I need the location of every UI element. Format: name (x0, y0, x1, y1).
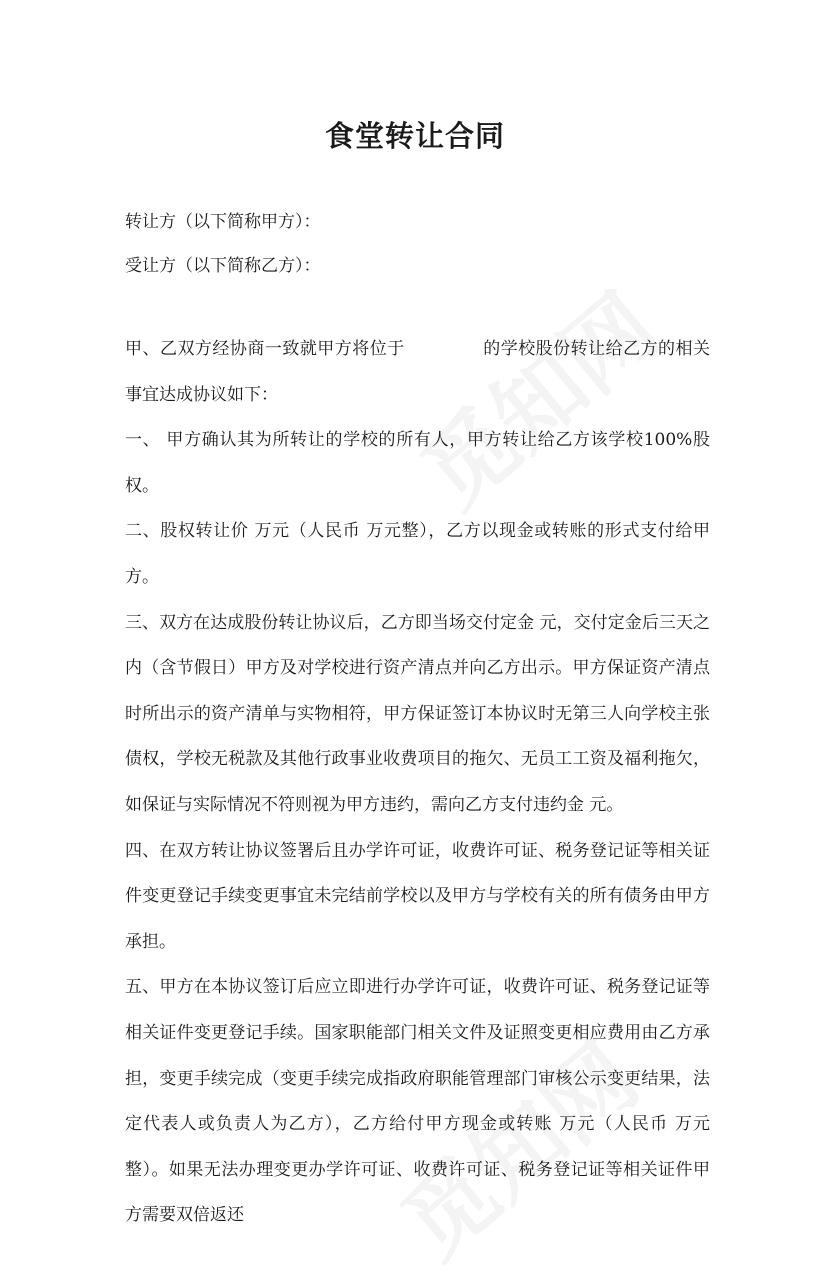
clause-1: 一、 甲方确认其为所转让的学校的所有人，甲方转让给乙方该学校100%股权。 (125, 430, 710, 496)
party-a-line: 转让方（以下简称甲方）： (125, 212, 321, 232)
intro-text-before: 甲、乙双方经协商一致就甲方将位于 (125, 339, 405, 359)
contract-body (125, 327, 710, 1239)
clause-4: 四、在双方转让协议签署后且办学许可证，收费许可证、税务登记证等相关证件变更登记手续变更事宜未完结前学校以及甲方与学校有关的所有债务由甲方承担。 (125, 840, 710, 952)
party-b-line: 受让方（以下简称乙方）： (125, 256, 321, 276)
document-title: 食堂转让合同 (324, 119, 505, 153)
intro-text-after: 的学校股份转让给乙方的相关事宜达成协议如下： (125, 339, 711, 405)
clause-2: 二、股权转让价 万元（人民币 万元整），乙方以现金或转账的形式支付给甲方。 (125, 521, 710, 587)
intro-paragraph (125, 327, 710, 418)
clause-3: 三、双方在达成股份转让协议后，乙方即当场交付定金 元，交付定金后三天之内（含节假日）甲方及对学校进行资产清点并向乙方出示。甲方保证资产清点时所出示的资产清单与实物相符，甲方保证签订本协议时无第三人向学校主张债权，学校无税款及其他行政事业收费项目的拖欠、无员工工资及福利拖欠，如保证与实际情况不符则视为甲方违约，需向乙方支付违约金 元。 (125, 612, 710, 815)
clause-5: 五、甲方在本协议签订后应立即进行办学许可证，收费许可证、税务登记证等相关证件变更登记手续。国家职能部门相关文件及证照变更相应费用由乙方承担，变更手续完成（变更手续完成指政府职能管理部门审核公示变更结果，法定代表人或负责人为乙方），乙方给付甲方现金或转账 万元（人民币 万元整）。如果无法办理变更办学许可证、收费许可证、税务登记证等相关证件甲方需要双倍返还 (125, 977, 710, 1226)
